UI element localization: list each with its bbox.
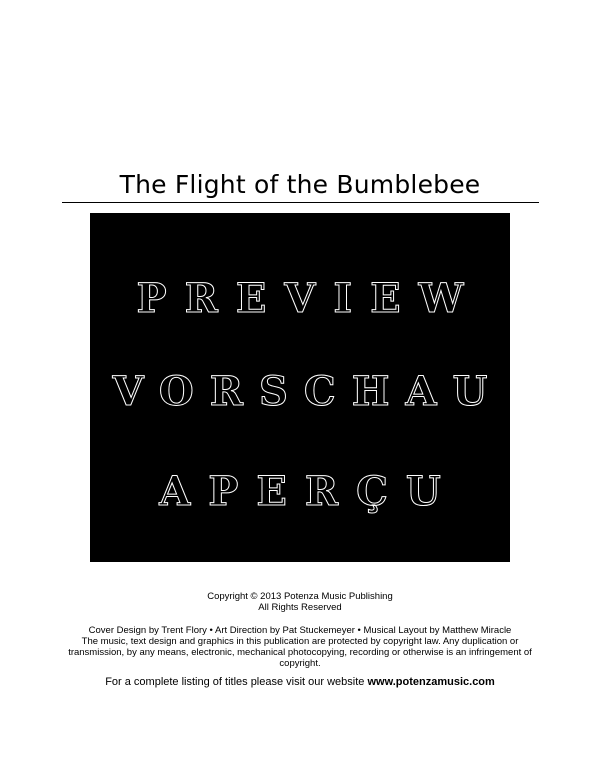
credits-block: [0, 625, 600, 669]
credits-line: Cover Design by Trent Flory • Art Direction by Pat Stuckemeyer • Musical Layout by Matthew Miracle: [88, 625, 512, 636]
preview-image: [90, 213, 510, 562]
website-notice: [0, 676, 600, 688]
title-divider: [62, 202, 539, 203]
rights-reserved-line: All Rights Reserved: [258, 602, 342, 613]
legal-line-1: The music, text design and graphics in this publication are protected by copyright law. Any duplication or: [81, 636, 519, 647]
legal-line-3: copyright.: [279, 658, 321, 669]
copyright-line: Copyright © 2013 Potenza Music Publishing: [207, 591, 393, 602]
legal-line-2: transmission, by any means, electronic, mechanical photocopying, recording or otherwise is an infringement of: [68, 647, 532, 658]
copyright-block: [0, 591, 600, 613]
website-link[interactable]: www.potenzamusic.com: [367, 676, 495, 688]
watermark-preview: PREVIEW: [136, 275, 482, 322]
watermark-vorschau: VORSCHAU: [112, 368, 504, 415]
website-notice-text: For a complete listing of titles please visit our website: [105, 676, 368, 688]
page-title: The Flight of the Bumblebee: [119, 170, 481, 199]
watermark-apercu: APERÇU: [159, 468, 459, 515]
